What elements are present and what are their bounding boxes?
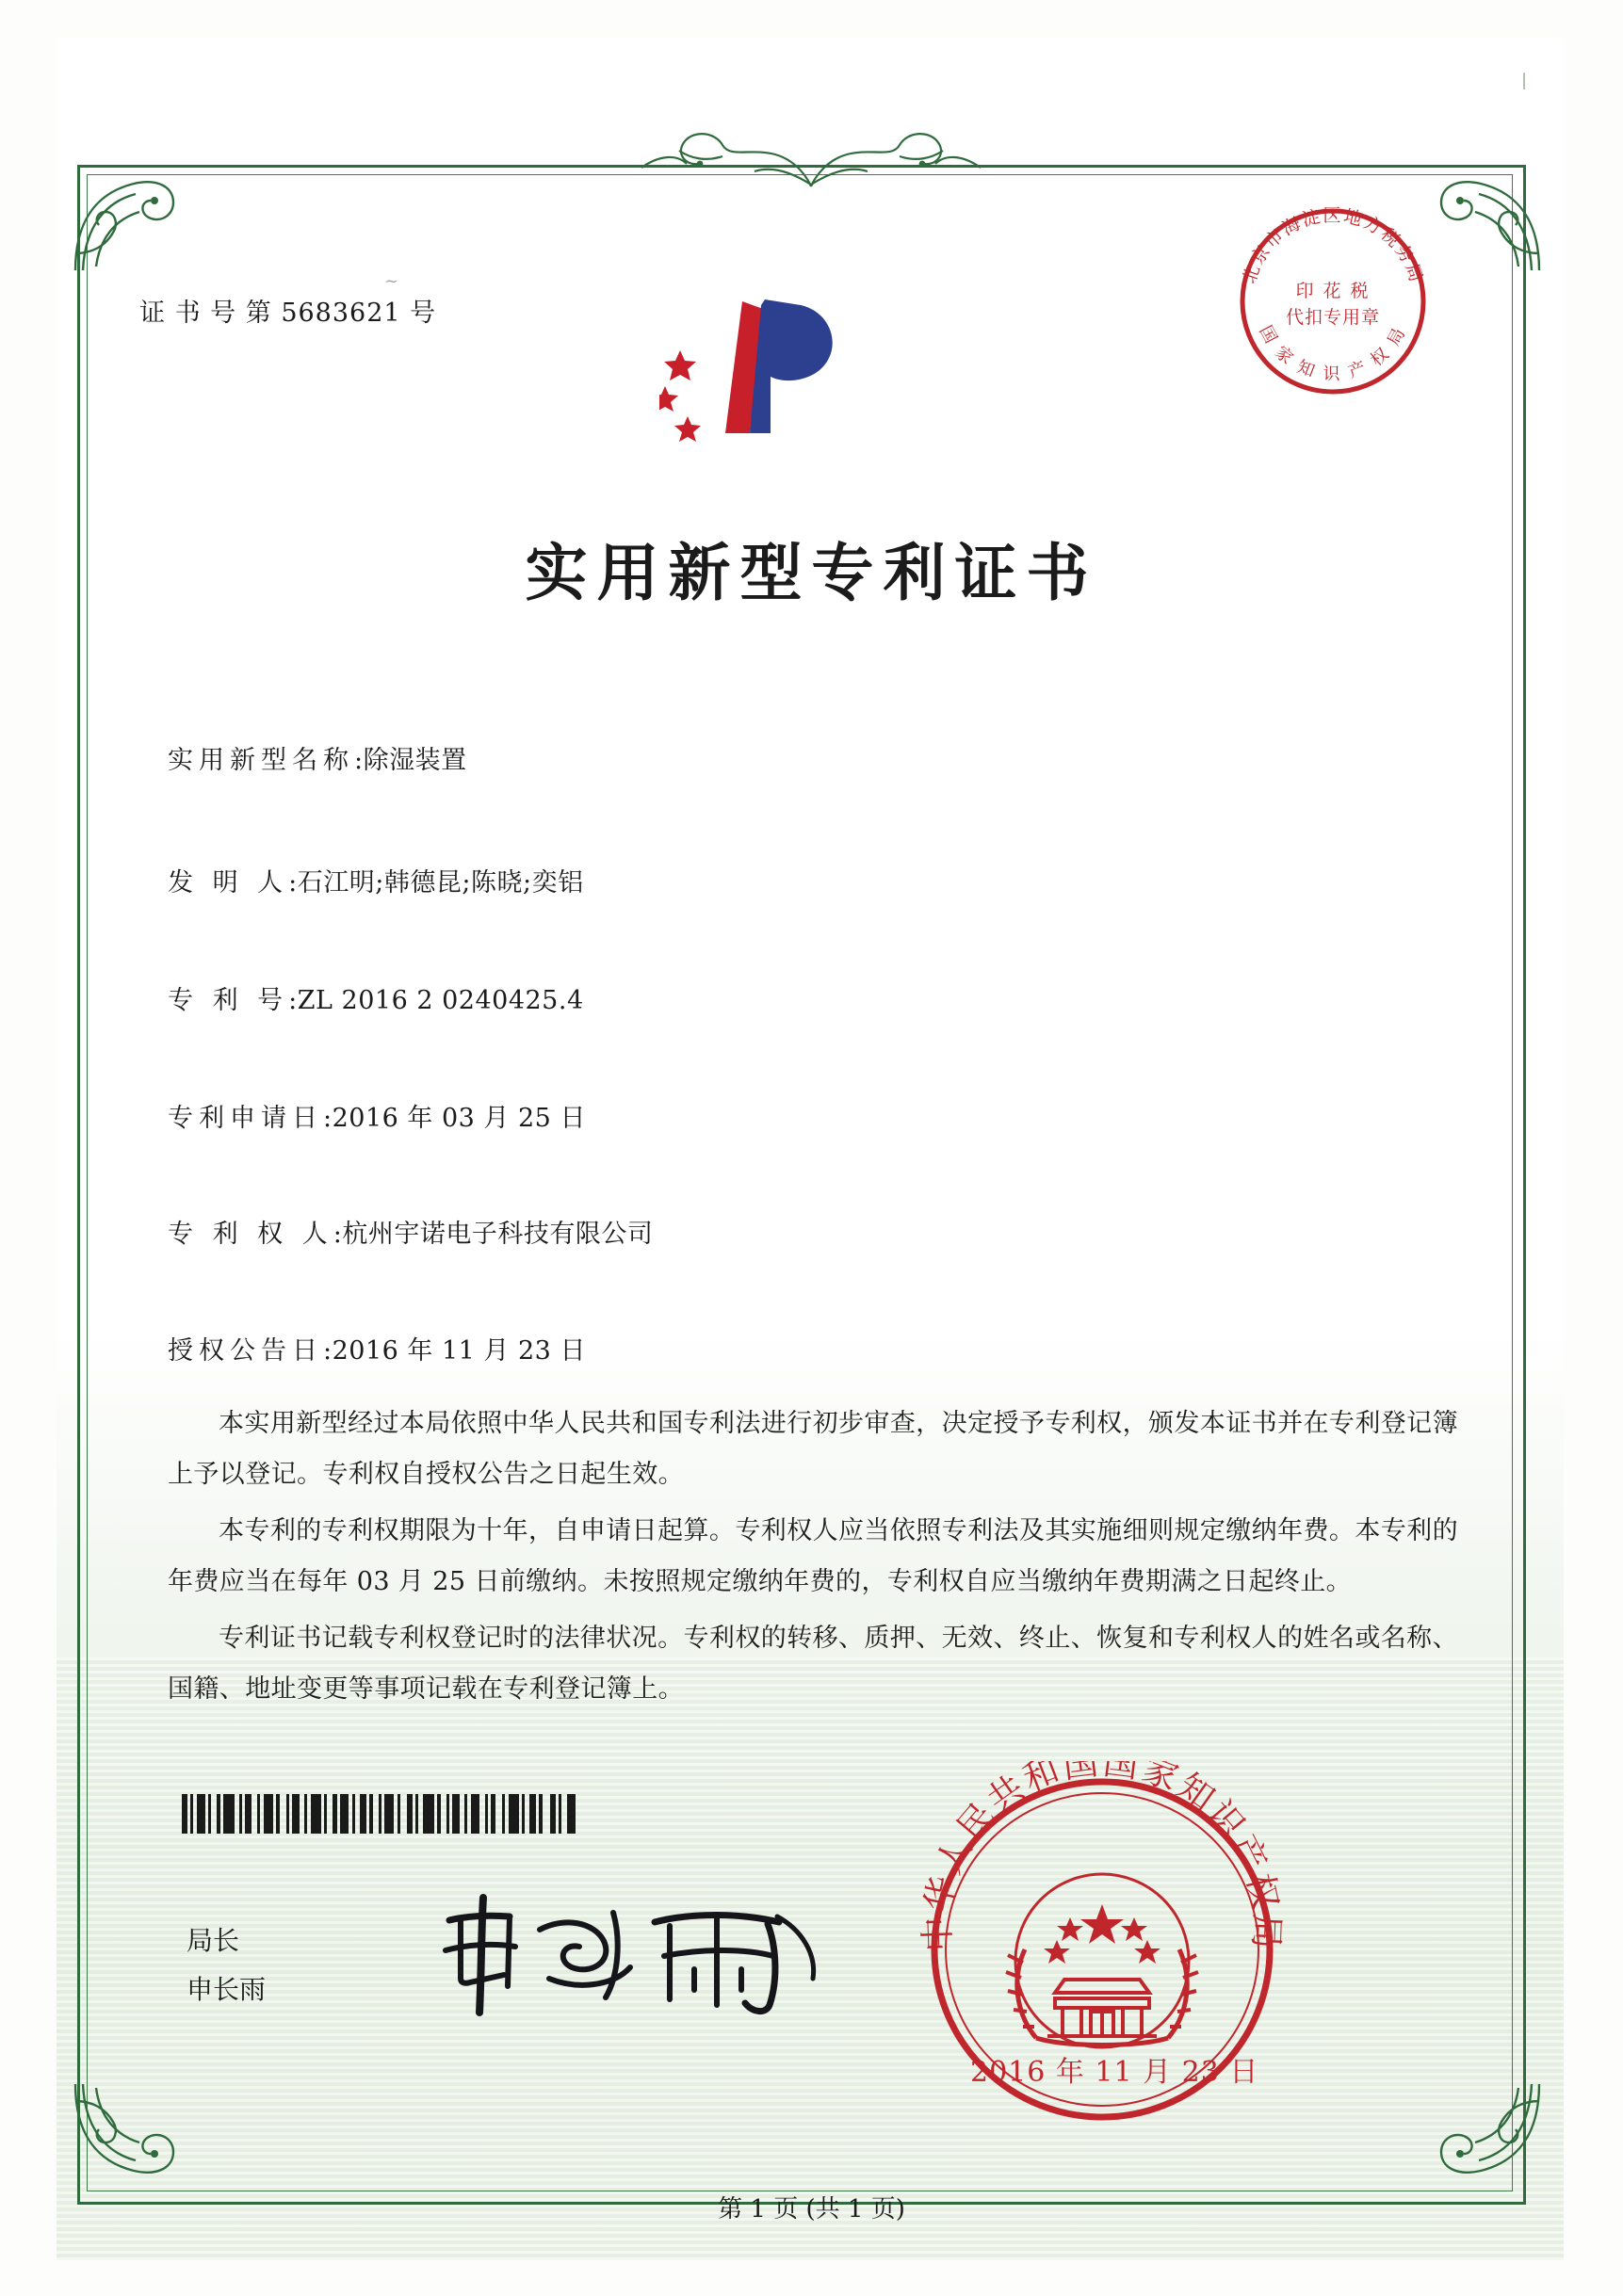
corner-ornament-icon (68, 155, 190, 278)
field-inventors (168, 862, 584, 898)
paragraph: 本实用新型经过本局依照中华人民共和国专利法进行初步审查，决定授予专利权，颁发本证书并在专利登记簿上予以登记。专利权自授权公告之日起生效。 (168, 1409, 1458, 1489)
field-separator: : (354, 746, 364, 775)
seal-date: 2016 年 11 月 23 日 (970, 2056, 1259, 2089)
scan-artifact: ~ (384, 271, 399, 291)
signature-block (187, 1916, 266, 2014)
field-utility-model-name (168, 739, 467, 776)
cnipa-logo-icon (659, 292, 867, 461)
page-footer: 第 1 页 (共 1 页) (718, 2195, 905, 2223)
director-name-label: 申长雨 (187, 1974, 267, 2005)
tax-seal (1225, 193, 1441, 410)
field-patentee (168, 1213, 653, 1250)
svg-text:北京市海淀区地方税务局: 北京市海淀区地方税务局 (1239, 205, 1427, 286)
field-label: 专利申请日 (168, 1104, 323, 1133)
field-label: 发 明 人 (168, 868, 289, 897)
handwritten-signature (429, 1888, 834, 2020)
field-separator: : (288, 868, 298, 897)
field-application-date (168, 1097, 586, 1134)
corner-ornament-icon (68, 2077, 190, 2199)
field-value: 除湿装置 (363, 746, 467, 775)
field-value: 石江明;韩德昆;陈晓;奕铝 (297, 868, 584, 897)
paragraph: 本专利的专利权期限为十年，自申请日起算。专利权人应当依照专利法及其实施细则规定缴纳年费。本专利的年费应当在每年 03 月 25 日前缴纳。未按照规定缴纳年费的，专利权自应当缴纳年费期满之日起终止。 (168, 1516, 1458, 1596)
top-center-ornament-icon (528, 113, 1094, 198)
field-separator: : (323, 1336, 333, 1366)
svg-text:国 家 知 识 产 权 局: 国 家 知 识 产 权 局 (1255, 322, 1411, 384)
field-label: 专 利 权 人 (168, 1220, 333, 1249)
field-value: ZL 2016 2 0240425.4 (297, 986, 584, 1015)
body-text (168, 1399, 1458, 1721)
svg-text:中华人民共和国国家知识产权局: 中华人民共和国国家知识产权局 (917, 1761, 1288, 1953)
field-separator: : (333, 1220, 343, 1249)
field-label: 授权公告日 (168, 1336, 323, 1366)
svg-text:印 花 税: 印 花 税 (1295, 281, 1371, 301)
field-value: 2016 年 03 月 25 日 (332, 1104, 586, 1133)
paragraph: 专利证书记载专利权登记时的法律状况。专利权的转移、质押、无效、终止、恢复和专利权人的姓名或名称、国籍、地址变更等事项记载在专利登记簿上。 (168, 1624, 1458, 1704)
field-separator: : (323, 1104, 333, 1133)
field-label: 专 利 号 (168, 986, 289, 1015)
certificate-number: 证 书 号 第 5683621 号 (139, 299, 437, 328)
field-separator: : (288, 986, 298, 1015)
field-patent-number (168, 979, 584, 1016)
field-value: 2016 年 11 月 23 日 (332, 1336, 586, 1366)
page-title: 实用新型专利证书 (525, 536, 1098, 609)
svg-text:代扣专用章: 代扣专用章 (1285, 307, 1381, 328)
corner-ornament-icon (1424, 155, 1547, 278)
barcode (182, 1794, 582, 1834)
field-label: 实用新型名称 (168, 746, 354, 775)
director-role-label: 局长 (187, 1925, 240, 1956)
field-grant-announcement-date (168, 1330, 586, 1366)
scan-artifact: | (1521, 71, 1528, 90)
corner-ornament-icon (1424, 2077, 1547, 2199)
field-value: 杭州宇诺电子科技有限公司 (342, 1220, 654, 1249)
